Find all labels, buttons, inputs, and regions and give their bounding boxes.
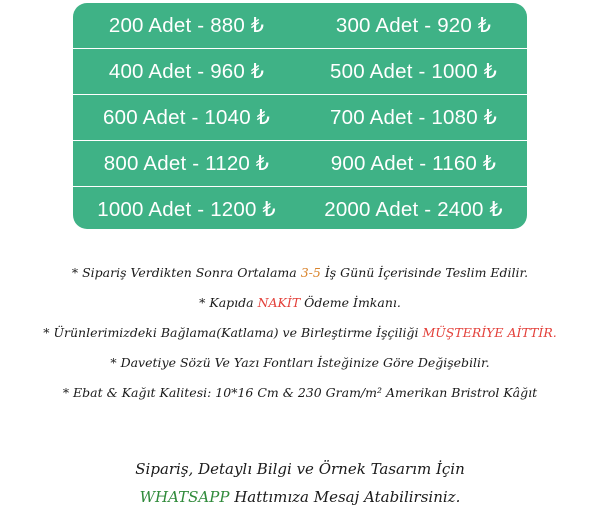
price-option: 800 Adet - 1120 ₺ [103,152,270,175]
price-option: 700 Adet - 1080 ₺ [330,106,497,129]
notes-section [0,258,600,408]
price-option: 600 Adet - 1040 ₺ [103,106,270,129]
contact-whatsapp [0,483,600,511]
contact-heading: Sipariş, Detaylı Bilgi ve Örnek Tasarım İçin [135,460,465,478]
note-highlight: NAKİT [257,295,301,310]
whatsapp-label: WHATSAPP [139,488,230,506]
note-payment [0,288,600,318]
price-row [73,186,527,229]
price-option: 500 Adet - 1000 ₺ [330,60,497,83]
contact-section [0,455,600,511]
price-option: 2000 Adet - 2400 ₺ [324,198,503,221]
price-option: 900 Adet - 1160 ₺ [330,152,497,175]
note-text: * Kapıda [199,295,258,310]
note-text: * Ürünlerimizdeki Bağlama(Katlama) ve Birleştirme İşçiliği [43,325,423,340]
note-fonts: * Davetiye Sözü Ve Yazı Fontları İsteğinize Göre Değişebilir. [110,355,490,370]
note-delivery-time [0,258,600,288]
note-assembly [0,318,600,348]
price-row [73,48,527,94]
price-row [73,140,527,186]
price-row [73,3,527,48]
note-text: Ödeme İmkanı. [300,295,401,310]
note-text: İş Günü İçerisinde Teslim Edilir. [320,265,529,280]
price-table [73,3,527,229]
price-option: 200 Adet - 880 ₺ [108,14,265,37]
note-highlight: MÜŞTERİYE AİTTİR. [422,325,557,340]
price-option: 300 Adet - 920 ₺ [335,14,492,37]
note-text: * Sipariş Verdikten Sonra Ortalama [71,265,301,280]
contact-text: Hattımıza Mesaj Atabilirsiniz. [229,488,461,506]
price-option: 1000 Adet - 1200 ₺ [97,198,276,221]
price-row [73,94,527,140]
note-highlight: 3-5 [300,265,321,280]
note-size-paper: * Ebat & Kağıt Kalitesi: 10*16 Cm & 230 Gram/m² Amerikan Bristrol Kâğıt [62,385,538,400]
price-option: 400 Adet - 960 ₺ [108,60,265,83]
